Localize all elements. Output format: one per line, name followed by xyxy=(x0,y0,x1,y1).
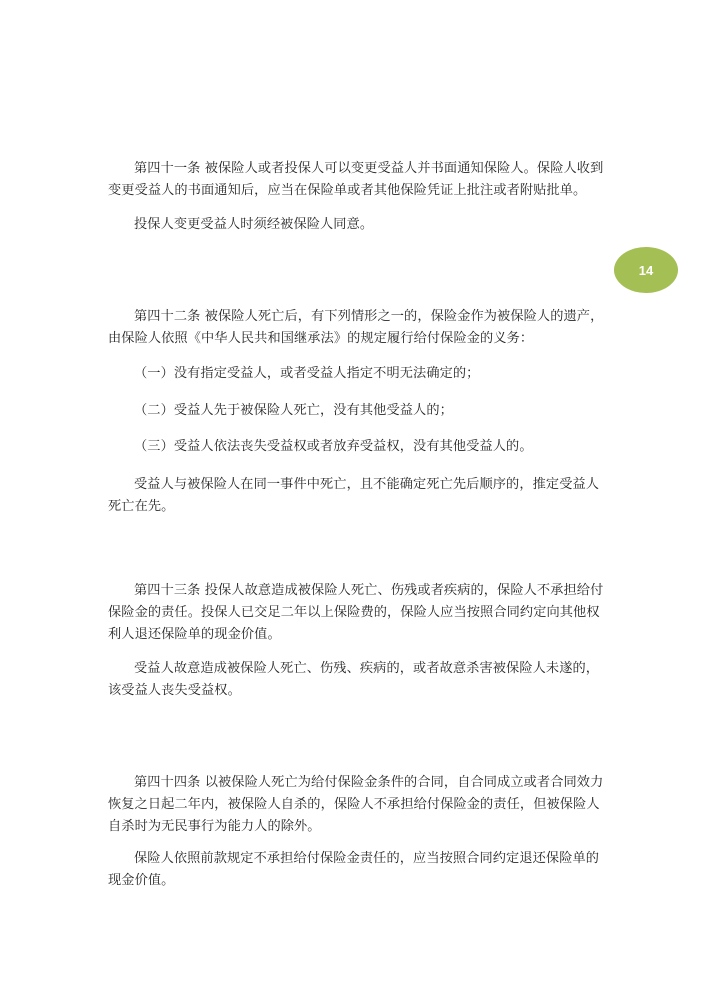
article-41-paragraph: 第四十一条 被保险人或者投保人可以变更受益人并书面通知保险人。保险人收到变更受益人的书面通知后，应当在保险单或者其他保险凭证上批注或者附贴批单。 xyxy=(108,161,604,198)
article-42-same-event-paragraph: 受益人与被保险人在同一事件中死亡，且不能确定死亡先后顺序的，推定受益人死亡在先。 xyxy=(108,477,600,514)
article-43-paragraph: 第四十三条 投保人故意造成被保险人死亡、伤残或者疾病的，保险人不承担给付保险金的责任。投保人已交足二年以上保险费的，保险人应当按照合同约定向其他权利人退还保险单的现金价值。 xyxy=(108,583,604,642)
article-42-paragraph: 第四十二条 被保险人死亡后，有下列情形之一的，保险金作为被保险人的遗产，由保险人依照《中华人民共和国继承法》的规定履行给付保险金的义务： xyxy=(108,309,604,346)
article-41-consent-paragraph: 投保人变更受益人时须经被保险人同意。 xyxy=(134,217,374,232)
article-42-item-3: （三）受益人依法丧失受益权或者放弃受益权，没有其他受益人的。 xyxy=(134,439,533,454)
article-44-refund-paragraph: 保险人依照前款规定不承担给付保险金责任的，应当按照合同约定退还保险单的现金价值。 xyxy=(108,851,600,888)
article-42-item-1: （一）没有指定受益人，或者受益人指定不明无法确定的； xyxy=(134,366,480,381)
page-number-badge: 14 xyxy=(614,247,678,293)
article-42-item-2: （二）受益人先于被保险人死亡，没有其他受益人的； xyxy=(134,403,453,418)
article-44-paragraph: 第四十四条 以被保险人死亡为给付保险金条件的合同，自合同成立或者合同效力恢复之日起二年内，被保险人自杀的，保险人不承担给付保险金的责任，但被保险人自杀时为无民事行为能力人的除外。 xyxy=(108,775,604,834)
article-43-beneficiary-paragraph: 受益人故意造成被保险人死亡、伤残、疾病的，或者故意杀害被保险人未遂的，该受益人丧失受益权。 xyxy=(108,661,600,698)
